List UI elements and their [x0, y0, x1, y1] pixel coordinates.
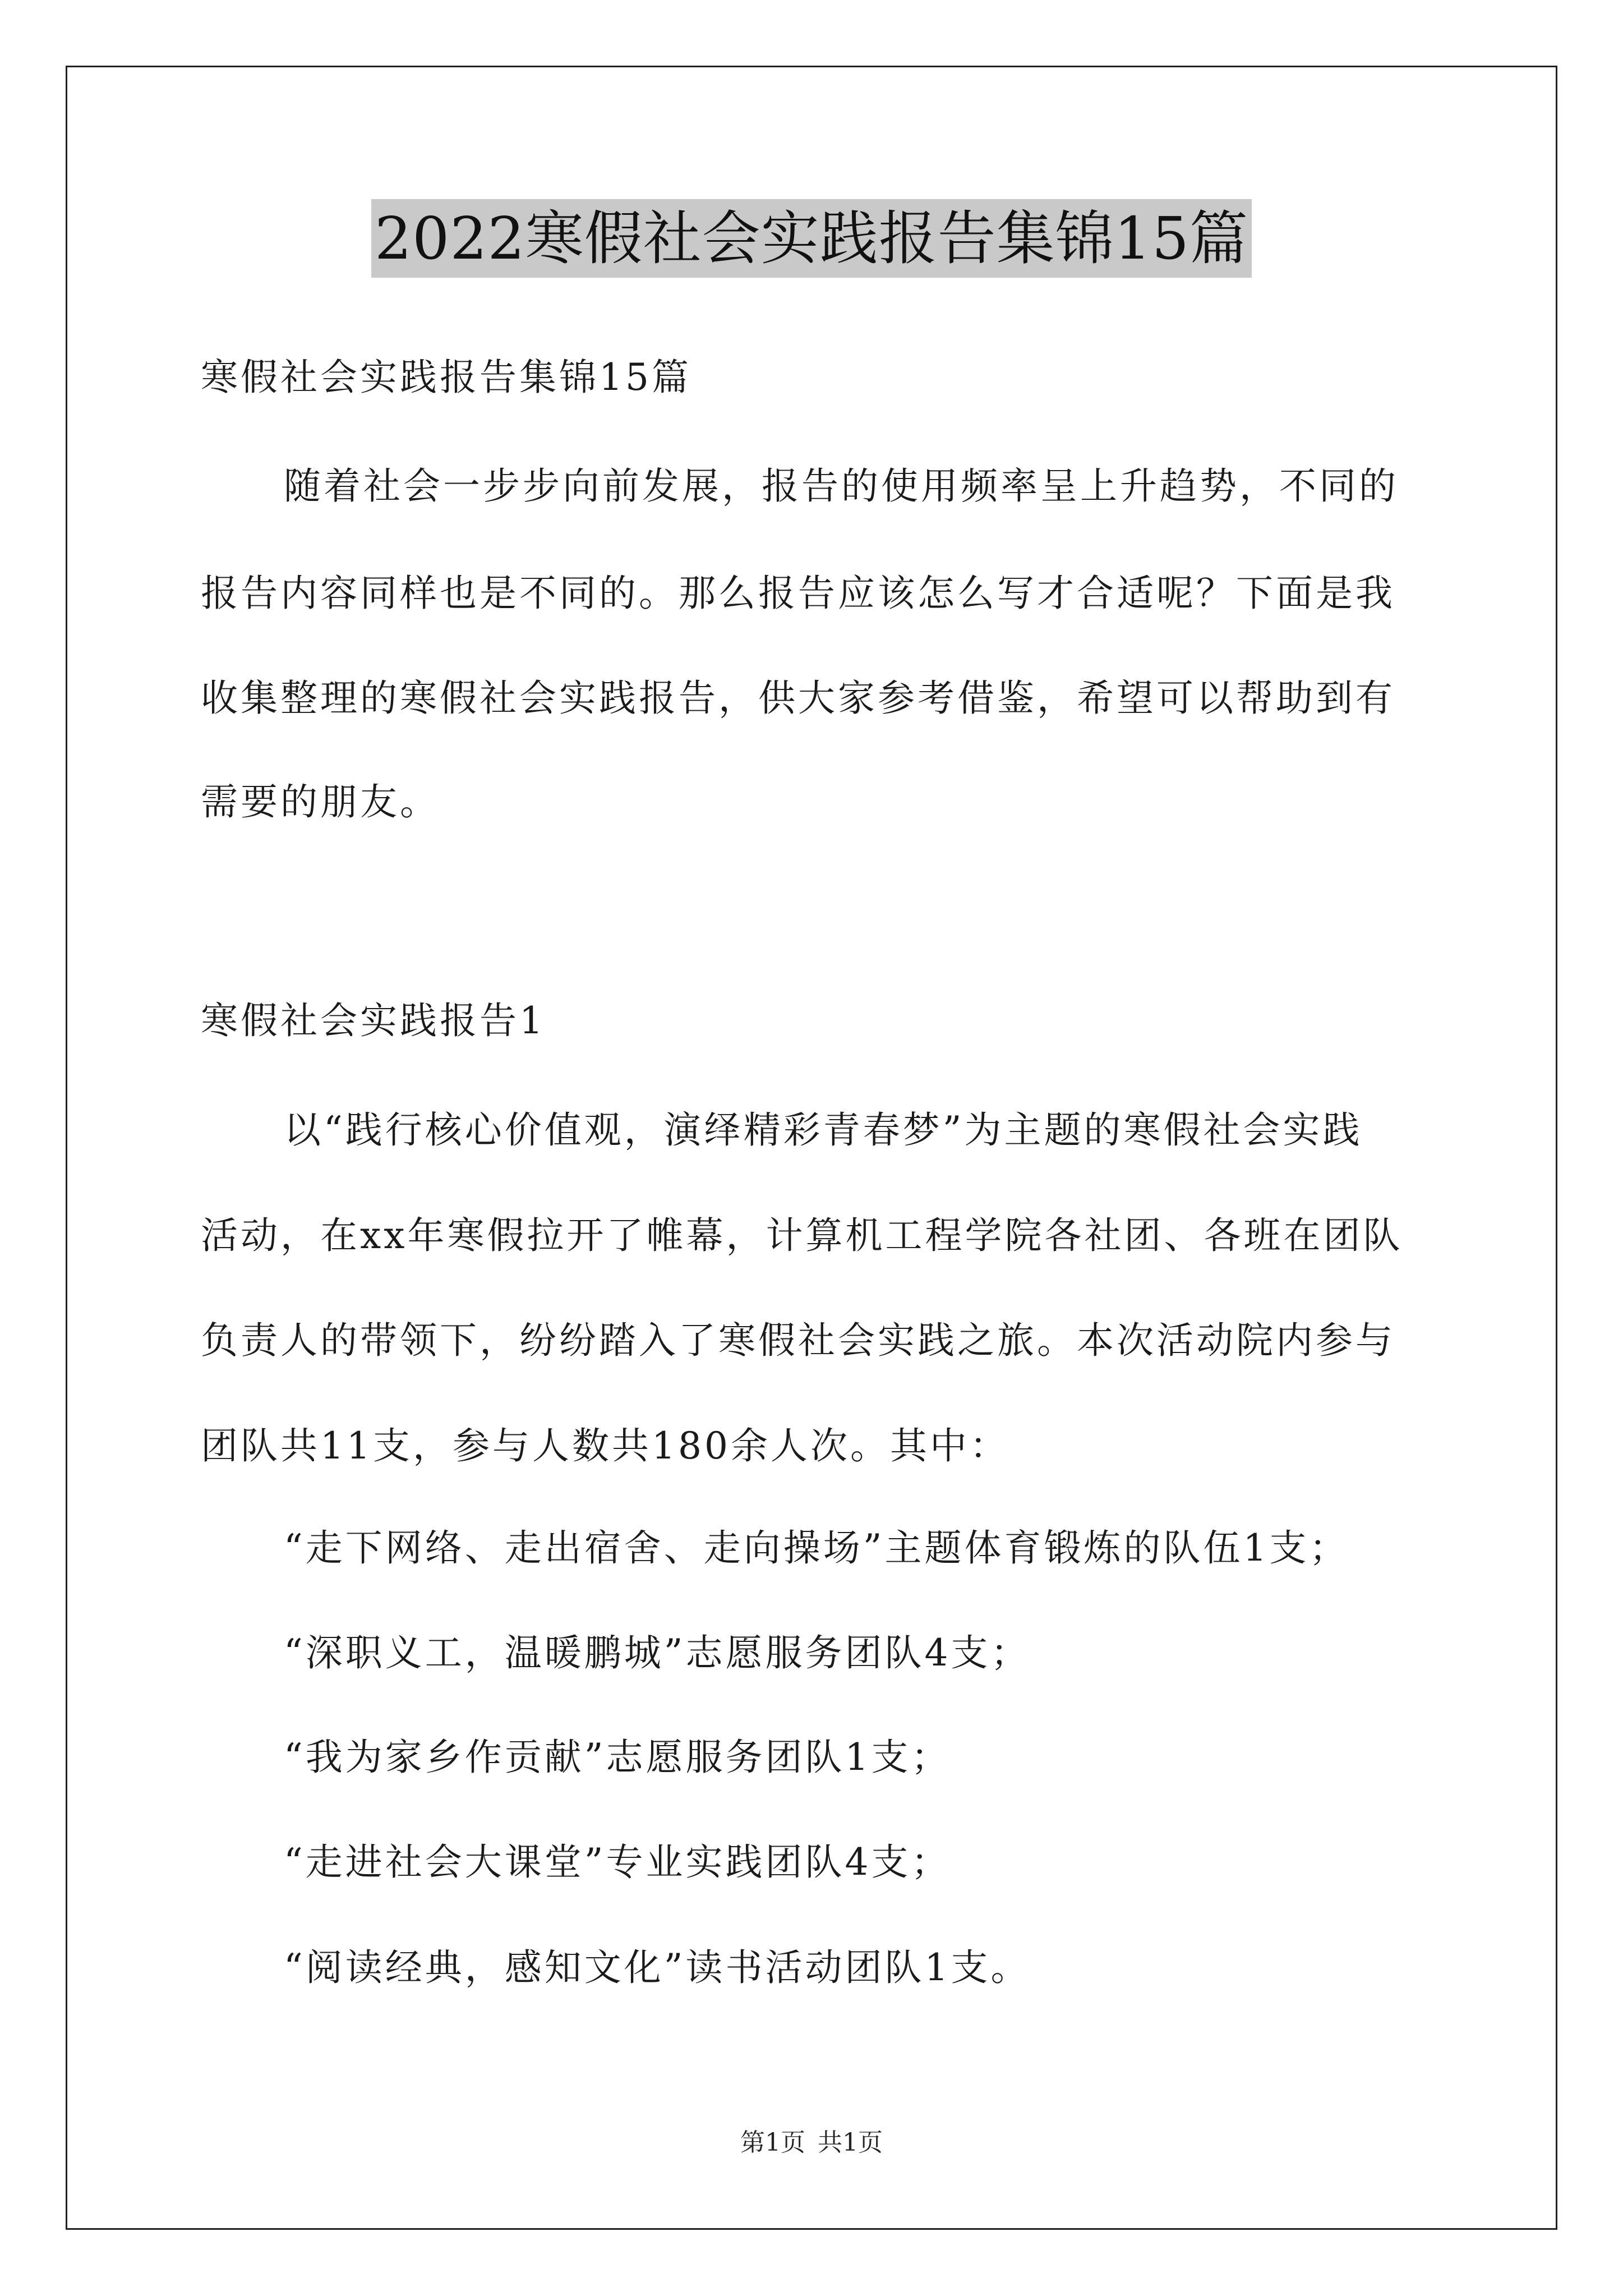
document-title: 2022寒假社会实践报告集锦15篇 [371, 199, 1252, 278]
intro-line: 需要的朋友。 [201, 780, 440, 823]
team-item: “阅读经典，感知文化”读书活动团队1支。 [284, 1946, 1031, 1989]
title-container [0, 199, 1623, 278]
body-line: 以“践行核心价值观，演绎精彩青春梦”为主题的寒假社会实践 [284, 1108, 1363, 1152]
section-heading: 寒假社会实践报告1 [201, 999, 546, 1042]
intro-line: 随着社会一步步向前发展，报告的使用频率呈上升趋势，不同的 [284, 464, 1399, 508]
team-item: “深职义工，温暖鹏城”志愿服务团队4支； [284, 1631, 1031, 1674]
intro-line: 收集整理的寒假社会实践报告，供大家参考借鉴，希望可以帮助到有 [201, 677, 1395, 720]
subtitle: 寒假社会实践报告集锦15篇 [201, 356, 691, 399]
body-line: 活动，在xx年寒假拉开了帷幕，计算机工程学院各社团、各班在团队 [201, 1214, 1403, 1257]
page-footer [0, 2126, 1623, 2160]
intro-line: 报告内容同样也是不同的。那么报告应该怎么写才合适呢？下面是我 [201, 572, 1395, 615]
page-number-current: 第1页 [740, 2128, 805, 2157]
team-item: “我为家乡作贡献”志愿服务团队1支； [284, 1736, 951, 1779]
page-number-total: 共1页 [818, 2128, 883, 2157]
body-line: 负责人的带领下，纷纷踏入了寒假社会实践之旅。本次活动院内参与 [201, 1319, 1395, 1362]
team-item: “走下网络、走出宿舍、走向操场”主题体育锻炼的队伍1支； [284, 1526, 1349, 1570]
team-item: “走进社会大课堂”专业实践团队4支； [284, 1841, 951, 1884]
body-line: 团队共11支，参与人数共180余人次。其中： [201, 1424, 1009, 1467]
